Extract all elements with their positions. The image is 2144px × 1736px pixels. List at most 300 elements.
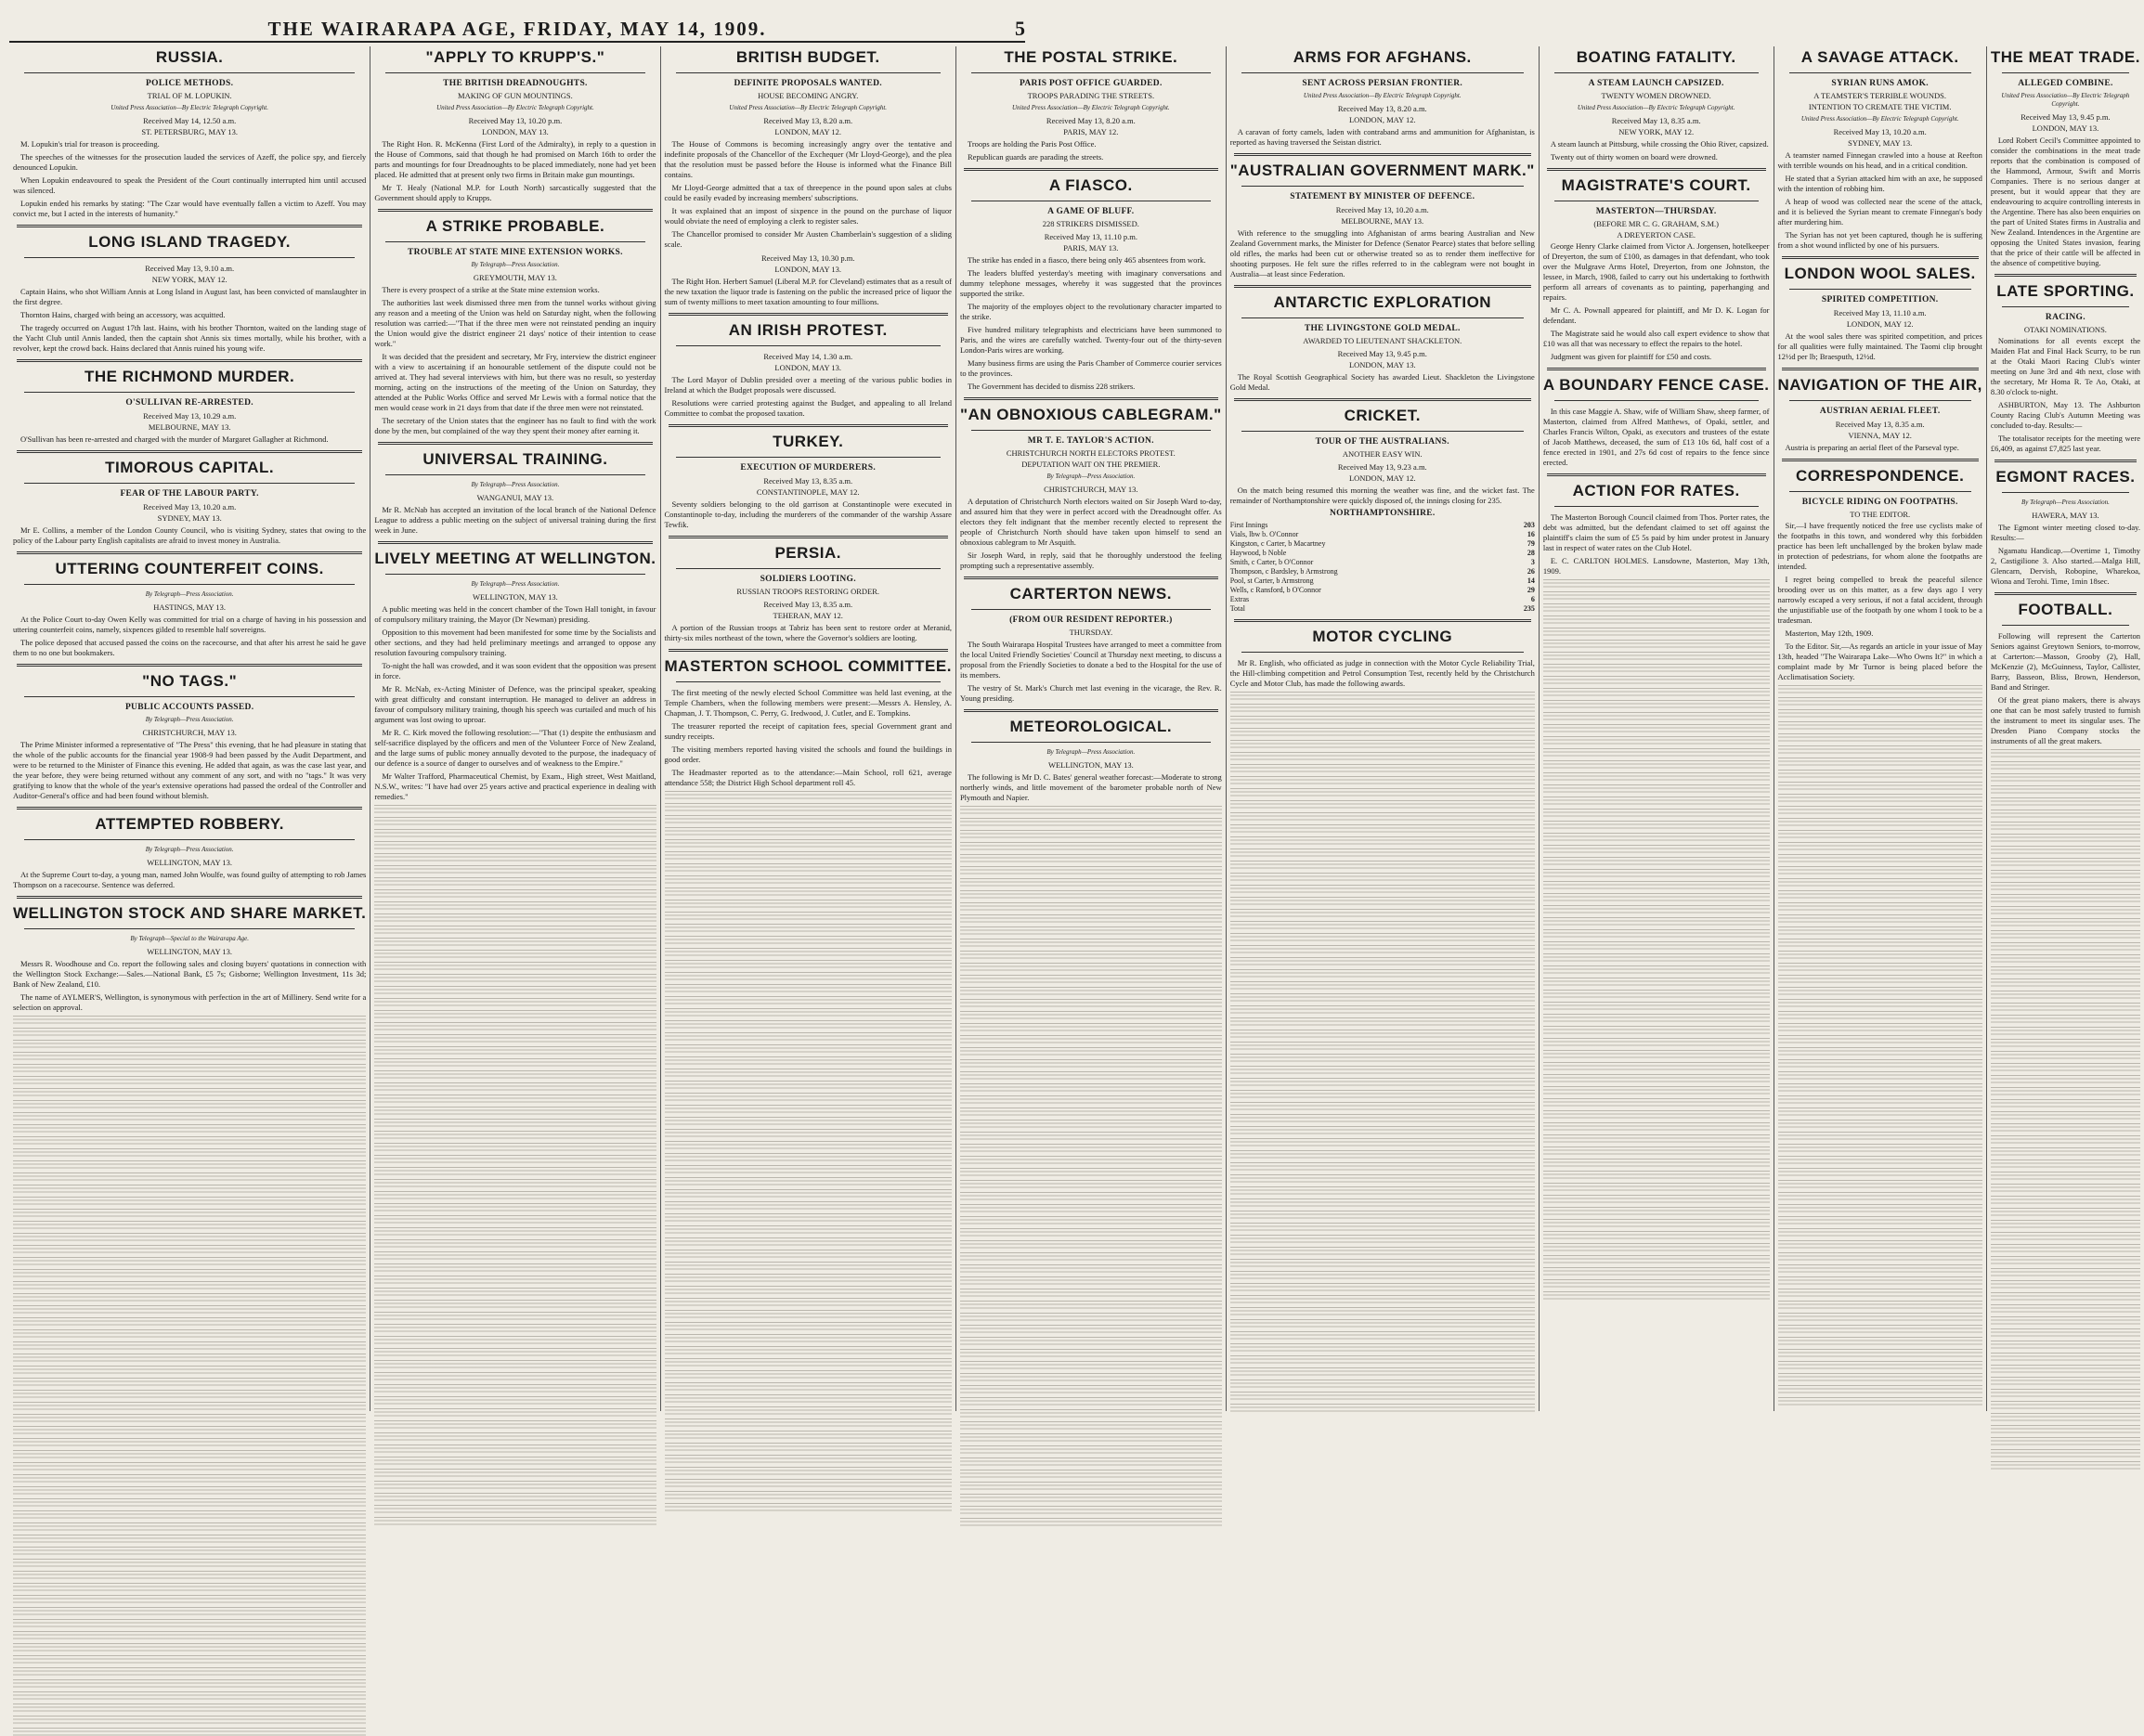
text-texture: [1991, 1341, 2140, 1349]
text-texture: [960, 1071, 1222, 1080]
text-texture: [1543, 1243, 1770, 1251]
text-texture: [1991, 991, 2140, 999]
headline-rule: [24, 584, 355, 585]
text-texture: [1778, 1240, 1982, 1249]
separator-rule: [1995, 592, 2137, 595]
text-texture: [13, 1547, 366, 1555]
headline-rule: [1789, 72, 1971, 73]
article-received: Received May 13, 10.20 a.m.: [1335, 205, 1429, 214]
text-texture: [1230, 933, 1535, 941]
text-texture: [1543, 965, 1770, 974]
article: [374, 209, 656, 436]
headline-rule: [1554, 506, 1759, 507]
text-texture: [1543, 1014, 1770, 1022]
text-texture: [1543, 809, 1770, 817]
text-texture: [960, 1289, 1222, 1297]
text-texture: [374, 901, 656, 910]
text-texture: [1230, 1162, 1535, 1171]
article-paragraph: When Lopukin endeavoured to speak the President of the Court continually interrupted him until accused was silenced.: [13, 175, 367, 195]
text-texture: [1991, 834, 2140, 842]
text-texture: [1778, 1144, 1982, 1152]
separator-rule: [669, 536, 948, 538]
text-texture: [1230, 1295, 1535, 1303]
text-texture: [665, 1105, 952, 1113]
article-subhead: DEFINITE PROPOSALS WANTED.: [734, 79, 882, 88]
article-dateline: GREYMOUTH, MAY 13.: [473, 273, 557, 282]
article-received: Received May 13, 8.35 a.m.: [1835, 420, 1925, 429]
text-texture: [1778, 866, 1982, 874]
text-texture: [1230, 776, 1535, 784]
headline-rule: [1789, 400, 1971, 401]
text-texture: [13, 1112, 366, 1121]
article-subhead: (BEFORE MR C. G. GRAHAM, S.M.): [1593, 219, 1719, 228]
article-paragraph: The Right Hon. R. McKenna (First Lord of the Admiralty), in reply to a question in the House of Commons, said that though he had promised on March 16th to order the parts and mountings for four Dreadnoughts to be placed immediately, none had yet been placed. He admitted that at present only two firms in Britain make gun mountings.: [374, 139, 656, 179]
text-texture: [374, 1058, 656, 1067]
article-credit: By Telegraph—Press Association.: [1046, 473, 1136, 480]
text-texture: [374, 829, 656, 837]
text-texture: [1543, 603, 1770, 612]
text-texture: [1543, 760, 1770, 769]
article-paragraph: Following will represent the Carterton Seniors against Greytown Seniors, to-morrow, at Carterton:—Masson, Grooby (2), Hall, McKenzie (2), McGuinness, Taylor, Callister, Barry, Basseon, Bliss, Brown, Henderson, Band and Stringer.: [1990, 631, 2140, 692]
article-headline: LATE SPORTING.: [1996, 282, 2135, 300]
text-texture: [665, 1298, 952, 1306]
separator-rule: [1234, 285, 1531, 288]
text-texture: [1778, 1108, 1982, 1116]
text-texture: [960, 1083, 1222, 1092]
text-texture: [13, 1100, 366, 1108]
article-dateline: LONDON, MAY 13.: [1348, 360, 1416, 369]
article-headline: THE POSTAL STRIKE.: [1004, 48, 1178, 66]
headline-rule: [1241, 431, 1524, 432]
text-texture: [665, 972, 952, 980]
text-texture: [665, 1081, 952, 1089]
article-credit: By Telegraph—Press Association.: [471, 580, 560, 588]
article-headline: ARMS FOR AFGHANS.: [1293, 48, 1472, 66]
text-texture: [374, 1432, 656, 1441]
text-texture: [1230, 1307, 1535, 1315]
text-texture: [1778, 1264, 1982, 1273]
article-subhead: EXECUTION OF MURDERERS.: [740, 463, 877, 473]
text-texture: [665, 1020, 952, 1029]
article-dateline: HAWERA, MAY 13.: [2032, 511, 2099, 520]
text-texture: [665, 839, 952, 848]
text-texture: [665, 1467, 952, 1475]
article-credit: United Press Association—By Electric Telegraph Copyright.: [436, 104, 594, 111]
article-received: Received May 13, 9.45 p.m.: [2021, 112, 2111, 122]
score-value: 203: [1523, 521, 1535, 529]
text-texture: [960, 1506, 1222, 1514]
text-texture: [1778, 721, 1982, 730]
text-texture: [665, 1225, 952, 1234]
article-subhead: PARIS POST OFFICE GUARDED.: [1019, 79, 1163, 88]
text-texture: [1230, 1042, 1535, 1050]
article-paragraph: O'Sullivan has been re-arrested and charged with the murder of Margaret Gallagher at Richmond.: [20, 434, 329, 444]
text-texture: [374, 841, 656, 849]
article-subhead: O'SULLIVAN RE-ARRESTED.: [125, 398, 253, 408]
text-texture: [1991, 1196, 2140, 1204]
article: [1230, 48, 1535, 148]
headline-rule: [385, 72, 644, 73]
article-paragraph: George Henry Clarke claimed from Victor A. Jorgensen, hotelkeeper of Dreyerton, the sum of £100, as damages in that defendant, who took over the Mulgrave Arms Hotel, Dreyerton, from one Johnston, the lessee, in March, 1908, failed to carry out his undertaking to forthwith perform all arrears of covenants as to painting, paperhanging and repairs.: [1542, 241, 1770, 302]
text-texture: [1230, 861, 1535, 869]
text-texture: [13, 1233, 366, 1241]
text-texture: [1543, 652, 1770, 660]
text-texture: [374, 1119, 656, 1127]
text-texture: [1991, 785, 2140, 794]
article-received: Received May 13, 10.20 a.m.: [1833, 127, 1927, 136]
text-texture: [13, 1305, 366, 1314]
article: [1230, 398, 1535, 614]
text-texture: [1543, 712, 1770, 720]
text-texture: [1230, 1271, 1535, 1279]
article-headline: PERSIA.: [774, 544, 841, 562]
text-texture: [1991, 1449, 2140, 1457]
article-paragraph: It was explained that an impost of sixpence in the pound on the purchase of liquor would obviate the need of employing a clerk to register sales.: [664, 206, 952, 226]
text-texture: [1991, 810, 2140, 818]
text-texture: [1778, 1349, 1982, 1357]
separator-rule: [17, 359, 362, 362]
text-texture: [1778, 1301, 1982, 1309]
score-row: [1230, 586, 1535, 595]
article: [1543, 48, 1770, 162]
article: [374, 48, 656, 203]
text-texture: [665, 996, 952, 1004]
text-texture: [374, 1445, 656, 1453]
article-dateline: LONDON, MAY 13.: [774, 363, 842, 372]
score-row: [1230, 567, 1535, 577]
text-texture: [1991, 894, 2140, 902]
article: [665, 313, 952, 419]
text-texture: [374, 1095, 656, 1103]
article-dateline: MELBOURNE, MAY 13.: [1341, 216, 1424, 226]
article-paragraph: Twenty out of thirty women on board were drowned.: [1550, 152, 1718, 162]
text-texture: [960, 902, 1222, 911]
article-dateline: TEHERAN, MAY 12.: [773, 611, 843, 620]
text-texture: [13, 1535, 366, 1543]
text-texture: [960, 1095, 1222, 1104]
text-texture: [13, 1643, 366, 1652]
text-texture: [1543, 1002, 1770, 1010]
article-paragraph: A steam launch at Pittsburg, while crossing the Ohio River, capsized.: [1550, 139, 1769, 149]
article: [374, 442, 656, 536]
article-headline: CORRESPONDENCE.: [1796, 467, 1965, 485]
score-table: [1230, 521, 1535, 614]
text-texture: [1778, 1397, 1982, 1406]
text-texture: [1778, 1204, 1982, 1212]
text-texture: [13, 1631, 366, 1639]
article-headline: CARTERTON NEWS.: [1009, 585, 1172, 602]
score-row: [1230, 530, 1535, 539]
text-texture: [665, 1419, 952, 1427]
article: [1991, 460, 2140, 587]
headline-rule: [1241, 652, 1524, 653]
text-texture: [374, 1276, 656, 1284]
text-texture: [960, 878, 1222, 887]
text-texture: [1230, 957, 1535, 965]
article-paragraph: Mr R. McNab has accepted an invitation of the local branch of the National Defence League to address a public meeting on the subject of universal training during the first week in June.: [374, 505, 656, 535]
article-headline: NAVIGATION OF THE AIR,: [1777, 376, 1982, 394]
score-name: Extras: [1229, 595, 1250, 603]
text-texture: [1543, 1086, 1770, 1095]
article: [960, 709, 1222, 803]
text-texture: [13, 1293, 366, 1302]
article: [13, 359, 366, 445]
text-texture: [665, 1394, 952, 1403]
text-texture: [374, 1300, 656, 1308]
text-texture: [1778, 697, 1982, 706]
article-paragraph: The Egmont winter meeting closed to-day. Results:—: [1990, 523, 2140, 542]
text-texture: [1778, 963, 1982, 971]
article-credit: By Telegraph—Special to the Wairarapa Age.: [130, 935, 249, 942]
article: [13, 807, 366, 890]
article: [13, 896, 366, 1013]
article-subhead: A STEAM LAUNCH CAPSIZED.: [1588, 79, 1724, 88]
text-texture: [960, 1204, 1222, 1212]
score-value: 26: [1527, 567, 1535, 576]
text-texture: [1230, 1150, 1535, 1159]
text-texture: [1230, 1392, 1535, 1400]
text-texture: [665, 863, 952, 872]
text-texture: [1778, 782, 1982, 790]
masthead-title: THE WAIRARAPA AGE, FRIDAY, MAY 14, 1909.: [267, 18, 767, 40]
text-texture: [374, 1155, 656, 1163]
text-texture: [960, 1385, 1222, 1393]
table-title: NORTHAMPTONSHIRE.: [1329, 509, 1436, 518]
text-texture: [1991, 1377, 2140, 1385]
article-subhead: MAKING OF GUN MOUNTINGS.: [458, 91, 573, 100]
article-paragraph: To-night the hall was crowded, and it was soon evident that the opposition was present in force.: [374, 661, 656, 680]
article-dateline: CHRISTCHURCH, MAY 13.: [142, 728, 237, 737]
text-texture: [13, 1076, 366, 1084]
article-paragraph: At the wool sales there was spirited competition, and prices for all qualities were fully maintained. The Taomi clip brought 12½d per lb; Braesputh, 12½d.: [1777, 331, 1982, 361]
text-texture: [960, 1494, 1222, 1502]
text-texture: [1991, 918, 2140, 926]
text-texture: [13, 1426, 366, 1434]
text-texture: [374, 1517, 656, 1525]
separator-rule: [964, 709, 1218, 712]
text-texture: [960, 818, 1222, 826]
article-headline: A BOUNDARY FENCE CASE.: [1542, 376, 1770, 394]
text-texture: [665, 1153, 952, 1161]
article-received: Received May 13, 9.10 a.m.: [145, 264, 235, 273]
column: [956, 46, 1227, 1411]
text-texture: [374, 1469, 656, 1477]
text-texture: [13, 1450, 366, 1458]
article-headline: ACTION FOR RATES.: [1572, 482, 1740, 499]
text-texture: [1543, 978, 1770, 986]
text-texture: [1543, 784, 1770, 793]
article-paragraph: Ngamatu Handicap.—Overtime 1, Timothy 2, Castigilione 3. Also started.—Malga Hill, Glencarn, Dervish, Robopine, Wharekoa, Wiona and Terohi. Time, 1min 18sec.: [1990, 546, 2140, 586]
text-texture: [1778, 1276, 1982, 1285]
article-paragraph: The Prime Minister informed a representative of "The Press" this evening, that he had pleasure in stating that the whole of the public accounts for the financial year 1908-9 had been passed by the Audit Department, and were to be returned to the Minister of Finance this evening. He added that again, as was the case last year, and the year before, they were being returned without any comment of any sort, and with no "tags." It was very gratifying to know that the whole of the year's extensive operations had passed the ordeal of the Controller and Auditor-General's office and had been found without blemish.: [13, 740, 367, 800]
text-texture: [665, 1069, 952, 1077]
text-texture: [1230, 1343, 1535, 1352]
text-texture: [13, 1329, 366, 1338]
separator-rule: [964, 397, 1218, 400]
text-texture: [374, 962, 656, 970]
text-texture: [1230, 692, 1535, 700]
article-subhead: A GAME OF BLUFF.: [1047, 207, 1135, 216]
text-texture: [1230, 728, 1535, 736]
article: [1230, 153, 1535, 279]
text-texture: [1991, 1401, 2140, 1409]
text-texture: [1230, 1283, 1535, 1291]
text-texture: [665, 1056, 952, 1065]
text-texture: [960, 1397, 1222, 1406]
article-paragraph: A caravan of forty camels, laden with contraband arms and ammunition for Afghanistan, is reported as having traversed the Seistan district.: [1229, 127, 1535, 147]
article-paragraph: Five hundred military telegraphists and electricians have been summoned to Paris, and the wires are carefully watched. Twenty-four out of the thirty-seven London-Paris wires are working.: [959, 325, 1222, 355]
page-number: 5: [1015, 17, 1025, 40]
text-texture: [665, 1165, 952, 1173]
text-texture: [374, 1372, 656, 1380]
text-texture: [1991, 1220, 2140, 1228]
article: [13, 551, 366, 658]
text-texture: [374, 926, 656, 934]
article-credit: United Press Association—By Electric Telegraph Copyright.: [2001, 92, 2130, 108]
text-texture: [1991, 906, 2140, 914]
article-paragraph: The treasurer reported the receipt of capitation fees, special Government grant and sundry receipts.: [664, 721, 952, 741]
article-subhead: SENT ACROSS PERSIAN FRONTIER.: [1302, 79, 1463, 88]
article-received: Received May 13, 8.35 a.m.: [1611, 116, 1701, 125]
text-texture: [1991, 954, 2140, 963]
text-texture: [13, 1510, 366, 1519]
text-texture: [1230, 1138, 1535, 1147]
article-dateline: SYDNEY, MAY 13.: [1848, 138, 1913, 148]
article-dateline: WELLINGTON, MAY 13.: [147, 947, 233, 956]
text-texture: [1543, 640, 1770, 648]
text-texture: [665, 1213, 952, 1222]
text-texture: [1778, 770, 1982, 778]
score-name: Smith, c Carter, b O'Connor: [1229, 558, 1314, 566]
text-texture: [1991, 773, 2140, 782]
article-subhead: AWARDED TO LIEUTENANT SHACKLETON.: [1303, 336, 1462, 345]
article-paragraph: The first meeting of the newly elected School Committee was held last evening, at the Temple Chambers, when the following members were present:—Messrs A. Hensley, A. Chapman, J. T. Thompson, C. Perry, G. Iredwood, J. Cutler, and E. Tompkins.: [664, 688, 952, 718]
text-texture: [374, 1288, 656, 1296]
article: [665, 649, 952, 788]
text-texture: [374, 1481, 656, 1489]
article-subhead: A DREYERTON CASE.: [1617, 230, 1696, 240]
article-paragraph: Austria is preparing an aerial fleet of the Parseval type.: [1785, 443, 1959, 452]
text-texture: [1778, 685, 1982, 693]
article: [374, 541, 656, 802]
headline-rule: [24, 696, 355, 697]
article-paragraph: A heap of wood was collected near the scene of the attack, and it is believed the Syrian meant to cremate Finnegan's body after murdering him.: [1777, 197, 1982, 227]
text-texture: [1778, 975, 1982, 983]
separator-rule: [669, 313, 948, 316]
text-texture: [374, 1420, 656, 1429]
text-texture: [1543, 1074, 1770, 1082]
article-paragraph: The police deposed that accused passed the coins on the racecourse, and that after his arrest he said he gave them to no one but bookmakers.: [13, 638, 367, 657]
text-texture: [960, 806, 1222, 814]
article-subhead: (FROM OUR RESIDENT REPORTER.): [1009, 615, 1173, 625]
article-paragraph: With reference to the smuggling into Afghanistan of arms bearing Australian and New Zealand Government marks, the Minister for Defence (Senator Pearce) states that before selling old rifles, the marks had been cut or otherwise treated so as to render them ineffective for shooting purposes. He felt sure the rifles referred to in the cablegram were not bought in Australia—at least since Federation.: [1229, 228, 1535, 279]
text-texture: [1230, 921, 1535, 929]
text-texture: [1230, 1066, 1535, 1074]
text-texture: [374, 805, 656, 813]
text-texture: [1230, 1319, 1535, 1328]
text-texture: [1778, 951, 1982, 959]
text-texture: [1991, 749, 2140, 758]
article-headline: LIVELY MEETING AT WELLINGTON.: [374, 550, 656, 567]
article-dateline: PARIS, MAY 12.: [1063, 127, 1119, 136]
text-texture: [1230, 897, 1535, 905]
article-headline: THE MEAT TRADE.: [1990, 48, 2140, 66]
article-received: Received May 13, 11.10 a.m.: [1833, 308, 1927, 317]
article-subhead: FEAR OF THE LABOUR PARTY.: [120, 489, 259, 499]
text-texture: [665, 1431, 952, 1439]
text-texture: [374, 1082, 656, 1091]
text-texture: [13, 1148, 366, 1157]
text-texture: [1991, 1232, 2140, 1240]
article-subhead: SYRIAN RUNS AMOK.: [1831, 79, 1929, 88]
article: [665, 253, 952, 307]
article-headline: EGMONT RACES.: [1995, 468, 2136, 486]
text-texture: [1991, 1015, 2140, 1023]
headline-rule: [24, 928, 355, 929]
text-texture: [374, 1493, 656, 1501]
text-texture: [1543, 724, 1770, 732]
article-paragraph: The House of Commons is becoming increasingly angry over the tentative and indefinite proposals of the Chancellor of the Exchequer (Mr Lloyd-George), and the plea that the resolution must be passed before the House is informed what the Finance Bill contains.: [664, 139, 952, 179]
text-texture: [960, 1518, 1222, 1526]
text-texture: [1991, 1003, 2140, 1011]
text-texture: [1991, 1184, 2140, 1192]
text-texture: [960, 1252, 1222, 1261]
text-texture: [1778, 1325, 1982, 1333]
article-paragraph: I regret being compelled to break the peaceful silence brooding over us on this matter, as a few days ago I very narrowly escaped a very serious, if not a fatal accident, through the unjustifiable use of the footpath by one whom I took to be a tradesman.: [1777, 575, 1982, 625]
column: [9, 46, 370, 1411]
article: [665, 424, 952, 530]
article-dateline: THURSDAY.: [1069, 628, 1113, 637]
separator-rule: [378, 541, 652, 544]
article: [1543, 473, 1770, 577]
headline-rule: [385, 574, 644, 575]
score-name: Thompson, c Bardsley, b Armstrong: [1229, 567, 1338, 576]
text-texture: [960, 1240, 1222, 1249]
text-texture: [1778, 1132, 1982, 1140]
text-texture: [1991, 1268, 2140, 1276]
text-texture: [1230, 849, 1535, 857]
text-texture: [374, 817, 656, 825]
text-texture: [665, 1358, 952, 1367]
headline-rule: [971, 430, 1211, 431]
article-received: Received May 13, 10.29 a.m.: [143, 411, 237, 421]
article-received: Received May 13, 8.20 a.m.: [1046, 116, 1136, 125]
headline-rule: [1241, 186, 1524, 187]
article-subhead: HOUSE BECOMING ANGRY.: [758, 91, 859, 100]
article-received: Received May 13, 8.35 a.m.: [763, 476, 853, 486]
article: [1230, 285, 1535, 393]
score-row: [1230, 521, 1535, 530]
text-texture: [665, 1334, 952, 1342]
text-texture: [13, 1522, 366, 1531]
article-paragraph: E. C. CARLTON HOLMES. Lansdowne, Masterton, May 13th, 1909.: [1542, 556, 1770, 576]
text-texture: [665, 1491, 952, 1499]
text-texture: [665, 1370, 952, 1379]
article-subhead: OTAKI NOMINATIONS.: [2023, 325, 2107, 334]
article-subhead: A TEAMSTER'S TERRIBLE WOUNDS.: [1813, 91, 1947, 100]
text-texture: [1543, 1134, 1770, 1143]
text-texture: [1778, 878, 1982, 887]
text-texture: [1991, 1425, 2140, 1433]
text-texture: [960, 914, 1222, 923]
text-texture: [1991, 1111, 2140, 1120]
text-texture: [665, 1346, 952, 1354]
text-texture: [1543, 1267, 1770, 1276]
article-credit: By Telegraph—Press Association.: [145, 590, 234, 598]
article-credit: By Telegraph—Press Association.: [145, 846, 234, 853]
text-texture: [1543, 905, 1770, 913]
article-paragraph: The Headmaster reported as to the attendance:—Main School, roll 621, average attendance 558; the District High School department roll 45.: [664, 768, 952, 787]
